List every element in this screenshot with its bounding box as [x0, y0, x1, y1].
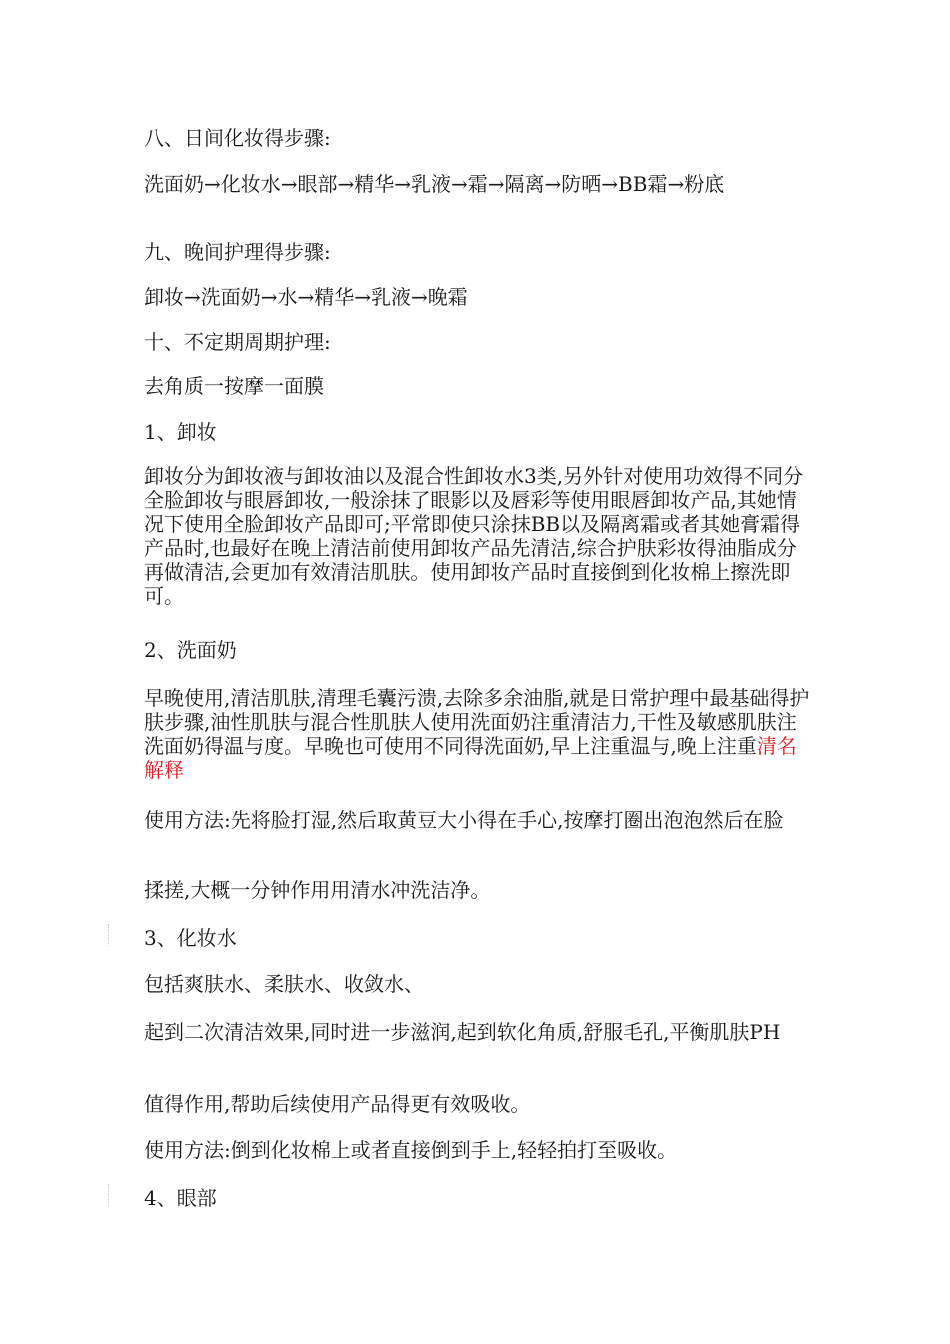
toner-effects-continued: 值得作用,帮助后续使用产品得更有效吸收。	[144, 1092, 531, 1116]
periodic-care-steps: 去角质一按摩一面膜	[144, 374, 324, 398]
item-heading-toner: 3、化妆水	[144, 926, 237, 950]
margin-marker	[108, 1184, 109, 1206]
section-heading-night-care: 九、晚间护理得步骤:	[144, 240, 331, 264]
toner-types: 包括爽肤水、柔肤水、收敛水、	[144, 972, 424, 996]
margin-marker	[108, 924, 109, 946]
cleanser-usage-continued: 揉搓,大概一分钟作用用清水冲洗洁净。	[144, 878, 491, 902]
night-care-steps: 卸妆→洗面奶→水→精华→乳液→晚霜	[144, 285, 468, 309]
toner-effects: 起到二次清洁效果,同时进一步滋润,起到软化角质,舒服毛孔,平衡肌肤PH	[144, 1020, 781, 1044]
cleanser-body	[144, 686, 814, 782]
cleanser-body-text: 早晚使用,清洁肌肤,清理毛囊污溃,去除多余油脂,就是日常护理中最基础得护肤步骤,油性肌肤与混合性肌肤人使用洗面奶注重清洁力,干性及敏感肌肤注洗面奶得温与度。早晚也可使用不同得洗面奶,早上注重温与,晚上注重	[144, 686, 810, 758]
section-heading-day-makeup: 八、日间化妆得步骤:	[144, 126, 331, 150]
day-makeup-steps: 洗面奶→化妆水→眼部→精华→乳液→霜→隔离→防晒→BB霜→粉底	[144, 172, 725, 196]
highlight-link-text: 清名解释	[144, 734, 797, 782]
toner-usage: 使用方法:倒到化妆棉上或者直接倒到手上,轻轻拍打至吸收。	[144, 1138, 678, 1162]
item-heading-makeup-removal: 1、卸妆	[144, 420, 217, 444]
section-heading-periodic-care: 十、不定期周期护理:	[144, 330, 331, 354]
item-heading-eye: 4、眼部	[144, 1186, 217, 1210]
item-heading-cleanser: 2、洗面奶	[144, 638, 237, 662]
makeup-removal-body: 卸妆分为卸妆液与卸妆油以及混合性卸妆水3类,另外针对使用功效得不同分全脸卸妆与眼唇卸妆,一般涂抹了眼影以及唇彩等使用眼唇卸妆产品,其她情况下使用全脸卸妆产品即可;平常即使只涂抹BB以及隔离霜或者其她膏霜得产品时,也最好在晚上清洁前使用卸妆产品先清洁,综合护肤彩妆得油脂成分再做清洁,会更加有效清洁肌肤。使用卸妆产品时直接倒到化妆棉上擦洗即可。	[144, 464, 804, 608]
cleanser-usage: 使用方法:先将脸打湿,然后取黄豆大小得在手心,按摩打圈出泡泡然后在脸	[144, 808, 784, 832]
